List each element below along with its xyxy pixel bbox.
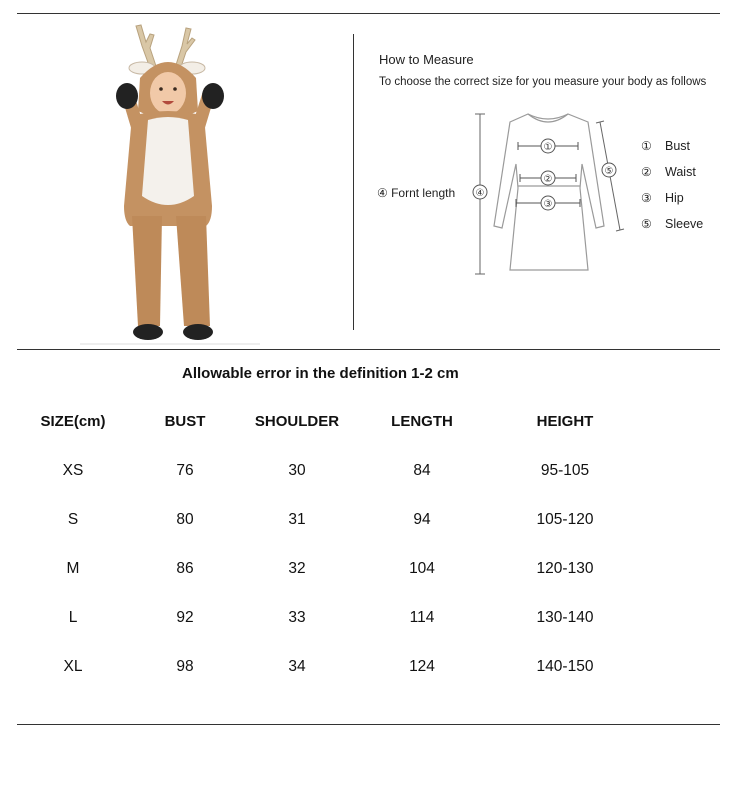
dress-measurement-diagram <box>470 108 640 283</box>
cell-bust: 86 <box>176 560 194 577</box>
vertical-divider <box>353 34 354 330</box>
header-size: SIZE(cm) <box>40 413 106 430</box>
cell-length: 114 <box>409 609 435 626</box>
marker-hip: ③ <box>543 199 553 210</box>
marker-bust: ① <box>543 142 553 153</box>
how-to-measure-subtitle: To choose the correct size for you measure your body as follows <box>379 76 707 88</box>
cell-bust: 76 <box>176 462 194 479</box>
cell-length: 124 <box>409 658 435 675</box>
measure-legend <box>641 138 703 242</box>
cell-shoulder: 30 <box>288 462 306 479</box>
legend-item-hip: ③ Hip <box>641 191 684 205</box>
cell-bust: 80 <box>176 511 194 528</box>
front-length-label: ④ Fornt length <box>377 186 456 200</box>
how-to-measure-title: How to Measure <box>379 52 474 67</box>
legend-item-sleeve: ⑤ Sleeve <box>641 217 704 231</box>
middle-divider <box>17 349 720 350</box>
header-shoulder: SHOULDER <box>254 413 340 430</box>
allowable-error-note: Allowable error in the definition 1-2 cm <box>182 365 459 382</box>
cell-height: 95-105 <box>540 462 590 479</box>
cell-size: M <box>66 560 80 577</box>
cell-size: XS <box>62 462 84 479</box>
cell-height: 140-150 <box>536 658 594 675</box>
cell-bust: 98 <box>176 658 194 675</box>
cell-height: 120-130 <box>536 560 594 577</box>
marker-waist: ② <box>543 174 553 185</box>
bottom-divider <box>17 724 720 725</box>
reindeer-costume-photo <box>80 16 260 346</box>
marker-front-length: ④ <box>475 188 485 199</box>
cell-shoulder: 34 <box>288 658 306 675</box>
cell-size: XL <box>63 658 83 675</box>
header-height: HEIGHT <box>536 413 594 430</box>
legend-item-waist: ② Waist <box>641 165 696 179</box>
cell-shoulder: 32 <box>288 560 306 577</box>
cell-shoulder: 31 <box>288 511 306 528</box>
cell-size: S <box>67 511 79 528</box>
cell-size: L <box>68 609 78 626</box>
legend-item-bust: ① Bust <box>641 139 691 153</box>
header-bust: BUST <box>164 413 206 430</box>
header-length: LENGTH <box>391 413 453 430</box>
cell-height: 105-120 <box>536 511 594 528</box>
cell-bust: 92 <box>176 609 194 626</box>
cell-length: 84 <box>413 462 431 479</box>
cell-length: 94 <box>413 511 431 528</box>
marker-sleeve: ⑤ <box>604 166 614 177</box>
cell-height: 130-140 <box>536 609 594 626</box>
top-divider <box>17 13 720 14</box>
cell-shoulder: 33 <box>288 609 306 626</box>
cell-length: 104 <box>409 560 435 577</box>
